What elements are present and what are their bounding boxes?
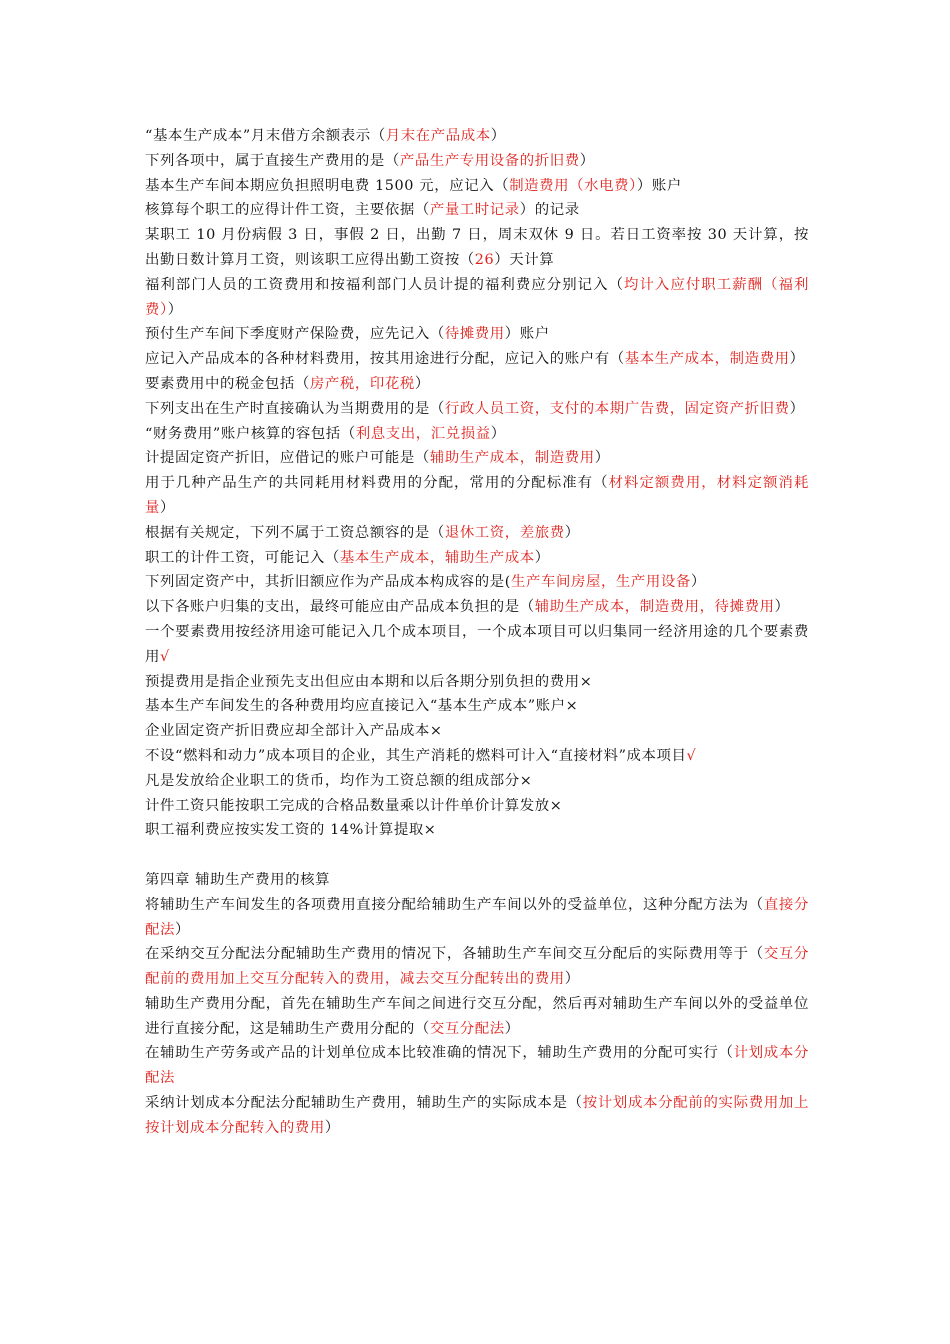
question-text-suffix: ） bbox=[579, 152, 595, 169]
question-text-suffix: ）账户 bbox=[636, 177, 682, 194]
question-text: 用于几种产品生产的共同耗用材料费用的分配，常用的分配标准有（ bbox=[145, 475, 609, 492]
question-text-suffix: ） bbox=[504, 1020, 520, 1037]
question-text: 凡是发放给企业职工的货币，均作为工资总额的组成部分× bbox=[145, 772, 533, 789]
question-text-suffix: ） bbox=[167, 301, 183, 318]
check-mark-icon: √ bbox=[686, 747, 697, 764]
question-paragraph bbox=[145, 446, 809, 471]
question-text: 在辅助生产劳务或产品的计划单位成本比较准确的情况下，辅助生产费用的分配可实行（ bbox=[145, 1045, 734, 1062]
question-text: 下列固定资产中，其折旧额应作为产品成本构成容的是( bbox=[145, 574, 511, 591]
question-text-suffix: ） bbox=[490, 128, 506, 144]
answer-text: 计划成本分配法 bbox=[145, 1045, 809, 1087]
answer-text: 基本生产成本，辅助生产成本 bbox=[339, 549, 535, 566]
question-paragraph bbox=[145, 322, 809, 347]
question-text: 企业固定资产折旧费应却全部计入产品成本× bbox=[145, 723, 443, 740]
question-paragraph bbox=[145, 521, 809, 546]
question-paragraph bbox=[145, 1091, 809, 1141]
question-paragraph bbox=[145, 273, 809, 323]
question-text: 不设“燃料和动力”成本项目的企业，其生产消耗的燃料可计入“直接材料”成本项目 bbox=[145, 747, 687, 764]
question-paragraph bbox=[145, 223, 809, 273]
question-paragraph bbox=[145, 546, 809, 571]
answer-text: 制造费用（水电费） bbox=[509, 177, 637, 194]
answer-text: 辅助生产成本，制造费用 bbox=[429, 450, 595, 467]
answer-text: 月末在产品成本 bbox=[385, 128, 491, 144]
question-text-suffix: ） bbox=[789, 400, 805, 417]
question-paragraph bbox=[145, 471, 809, 521]
question-paragraph bbox=[145, 1041, 809, 1091]
answer-text: 辅助生产成本，制造费用，待摊费用 bbox=[534, 599, 775, 616]
question-paragraph bbox=[145, 620, 809, 670]
chapter-heading: 第四章 辅助生产费用的核算 bbox=[145, 871, 331, 888]
question-text-suffix: ） bbox=[789, 351, 805, 368]
question-paragraph bbox=[145, 694, 809, 719]
question-text-suffix: ）天计算 bbox=[494, 251, 555, 268]
question-paragraph bbox=[145, 570, 809, 595]
question-text: 预付生产车间下季度财产保险费，应先记入（ bbox=[145, 326, 445, 343]
question-text: 核算每个职工的应得计件工资，主要依据（ bbox=[145, 202, 430, 219]
question-paragraph bbox=[145, 719, 809, 744]
question-paragraph bbox=[145, 992, 809, 1042]
answer-text: 产量工时记录 bbox=[429, 202, 520, 219]
question-text: 福利部门人员的工资费用和按福利部门人员计提的福利费应分别记入（ bbox=[145, 276, 625, 293]
question-text: 某职工 10 月份病假 3 日，事假 2 日，出勤 7 日，周末双休 9 日。若日工资率按 30 天计算，按出勤日数计算月工资，则该职工应得出勤工资按（ bbox=[145, 227, 809, 268]
question-text: 下列支出在生产时直接确认为当期费用的是（ bbox=[145, 400, 445, 417]
question-text: 应记入产品成本的各种材料费用，按其用途进行分配，应记入的账户有（ bbox=[145, 351, 625, 368]
question-paragraph bbox=[145, 422, 809, 447]
question-paragraph bbox=[145, 670, 809, 695]
question-text: 计件工资只能按职工完成的合格品数量乘以计件单价计算发放× bbox=[145, 797, 563, 814]
answer-text: 生产车间房屋，生产用设备 bbox=[511, 574, 691, 591]
question-text-suffix: ） bbox=[594, 450, 610, 467]
document-body bbox=[145, 124, 809, 1141]
question-text: 一个要素费用按经济用途可能记入几个成本项目，一个成本项目可以归集同一经济用途的几个要素费用 bbox=[145, 623, 809, 665]
question-paragraph bbox=[145, 149, 809, 174]
question-text: 计提固定资产折旧，应借记的账户可能是（ bbox=[145, 450, 430, 467]
question-text: 下列各项中，属于直接生产费用的是（ bbox=[145, 152, 400, 169]
question-text-suffix: ） bbox=[564, 524, 580, 541]
question-paragraph bbox=[145, 769, 809, 794]
answer-text: 行政人员工资，支付的本期广告费，固定资产折旧费 bbox=[444, 400, 790, 417]
question-paragraph bbox=[145, 794, 809, 819]
question-text: 采纳计划成本分配法分配辅助生产费用，辅助生产的实际成本是（ bbox=[145, 1095, 583, 1112]
question-paragraph bbox=[145, 744, 809, 769]
question-text: 职工的计件工资，可能记入（ bbox=[145, 549, 340, 566]
question-paragraph bbox=[145, 893, 809, 943]
answer-text: 利息支出，汇兑损益 bbox=[355, 425, 491, 442]
question-text: 将辅助生产车间发生的各项费用直接分配给辅助生产车间以外的受益单位，这种分配方法为（ bbox=[145, 896, 764, 913]
question-text: 要素费用中的税金包括（ bbox=[145, 375, 310, 392]
question-paragraph bbox=[145, 347, 809, 372]
question-text-suffix: ） bbox=[690, 574, 706, 591]
question-paragraph bbox=[145, 124, 809, 149]
answer-text: 基本生产成本，制造费用 bbox=[624, 351, 790, 368]
question-paragraph bbox=[145, 174, 809, 199]
question-paragraph bbox=[145, 372, 809, 397]
answer-text: 房产税，印花税 bbox=[309, 375, 415, 392]
answer-text: 产品生产专用设备的折旧费 bbox=[399, 152, 580, 169]
answer-text: 材料定额费用，材料定额消耗量 bbox=[145, 475, 809, 516]
question-paragraph bbox=[145, 942, 809, 992]
question-text: 辅助生产费用分配，首先在辅助生产车间之间进行交互分配，然后再对辅助生产车间以外的受益单位进行直接分配，这是辅助生产费用分配的（ bbox=[145, 995, 809, 1037]
question-text-suffix: ）账户 bbox=[504, 326, 550, 343]
answer-text: 交互分配法 bbox=[429, 1020, 505, 1037]
question-text-suffix: ） bbox=[174, 921, 190, 938]
check-mark-icon: √ bbox=[160, 648, 170, 665]
answer-text: 交互分配前的费用加上交互分配转入的费用，减去交互分配转出的费用 bbox=[145, 946, 809, 988]
answer-text: 按计划成本分配前的实际费用加上按计划成本分配转入的费用 bbox=[145, 1095, 809, 1136]
answer-text: 退休工资，差旅费 bbox=[444, 524, 565, 541]
question-text: 根据有关规定，下列不属于工资总额容的是（ bbox=[145, 524, 445, 541]
answer-text: 26 bbox=[474, 251, 495, 268]
question-list bbox=[145, 124, 809, 843]
question-text: 职工福利费应按实发工资的 14%计算提取× bbox=[145, 822, 437, 839]
question-text-suffix: ） bbox=[564, 971, 580, 988]
question-text-suffix: ） bbox=[774, 599, 790, 616]
question-text: “财务费用”账户核算的容包括（ bbox=[145, 425, 356, 442]
answer-text: 待摊费用 bbox=[444, 326, 505, 343]
question-text: 以下各账户归集的支出，最终可能应由产品成本负担的是（ bbox=[145, 599, 535, 616]
question-text-suffix: ） bbox=[534, 549, 550, 566]
question-text: 在采纳交互分配法分配辅助生产费用的情况下，各辅助生产车间交互分配后的实际费用等于（ bbox=[145, 946, 764, 963]
question-paragraph bbox=[145, 397, 809, 422]
question-text: 基本生产车间本期应负担照明电费 1500 元，应记入（ bbox=[145, 177, 510, 194]
chapter-question-list bbox=[145, 893, 809, 1141]
question-text-suffix: ） bbox=[414, 375, 430, 392]
question-text-suffix: ） bbox=[490, 425, 506, 442]
answer-text: 均计入应付职工薪酬（福利费） bbox=[145, 276, 809, 318]
question-text-suffix: ） bbox=[324, 1119, 340, 1136]
question-text-suffix: ） bbox=[160, 499, 175, 516]
blank-line bbox=[145, 843, 809, 868]
question-paragraph bbox=[145, 198, 809, 223]
question-text: “基本生产成本”月末借方余额表示（ bbox=[145, 128, 386, 144]
question-paragraph bbox=[145, 595, 809, 620]
question-text: 预提费用是指企业预先支出但应由本期和以后各期分别负担的费用× bbox=[145, 673, 593, 690]
question-text: 基本生产车间发生的各种费用均应直接记入“基本生产成本”账户× bbox=[145, 698, 579, 715]
question-paragraph bbox=[145, 818, 809, 843]
answer-text: 直接分配法 bbox=[145, 896, 809, 938]
question-text-suffix: ）的记录 bbox=[519, 202, 580, 219]
